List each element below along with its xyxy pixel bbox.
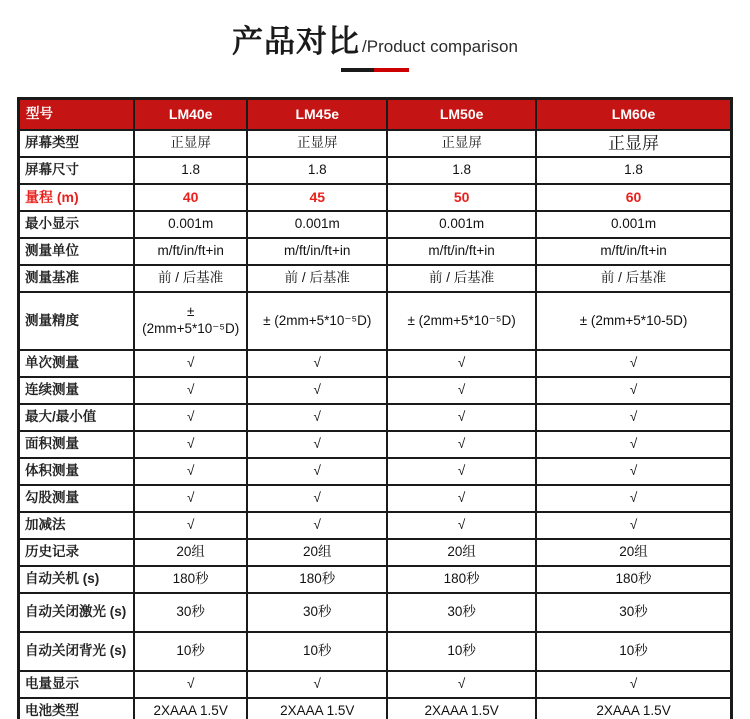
header-cell-lm60e: LM60e: [536, 99, 731, 131]
row-label: 屏幕类型: [19, 130, 135, 157]
underline-black-segment: [341, 68, 374, 72]
value-cell: 0.001m: [387, 211, 536, 238]
value-cell: √: [247, 512, 387, 539]
comparison-table: [17, 97, 733, 719]
value-cell: 30秒: [536, 593, 731, 632]
value-cell: √: [536, 512, 731, 539]
table-row: [19, 539, 732, 566]
header-cell-lm50e: LM50e: [387, 99, 536, 131]
page-header: [0, 0, 750, 72]
row-label: 最大/最小值: [19, 404, 135, 431]
table-row: [19, 698, 732, 719]
table-row: [19, 566, 732, 593]
row-label: 单次测量: [19, 350, 135, 377]
table-row: [19, 431, 732, 458]
value-cell: 45: [247, 184, 387, 211]
value-cell: 2XAAA 1.5V: [134, 698, 247, 719]
value-cell: √: [387, 485, 536, 512]
row-label: 测量单位: [19, 238, 135, 265]
value-cell: ± (2mm+5*10⁻⁵D): [387, 292, 536, 350]
title-underline: [341, 68, 409, 72]
table-row: [19, 404, 732, 431]
value-cell: √: [387, 512, 536, 539]
header-cell-lm40e: LM40e: [134, 99, 247, 131]
row-label: 自动关闭背光 (s): [19, 632, 135, 671]
value-cell: √: [134, 350, 247, 377]
table-header-row: [19, 99, 732, 131]
value-cell: 1.8: [387, 157, 536, 184]
value-cell: √: [247, 350, 387, 377]
table-row: [19, 238, 732, 265]
table-row: [19, 265, 732, 292]
value-cell: √: [247, 671, 387, 698]
value-cell: 20组: [387, 539, 536, 566]
row-label: 历史记录: [19, 539, 135, 566]
value-cell: 1.8: [134, 157, 247, 184]
value-cell: 20组: [247, 539, 387, 566]
value-cell: 10秒: [134, 632, 247, 671]
row-label: 连续测量: [19, 377, 135, 404]
value-cell: √: [387, 404, 536, 431]
value-cell: 前 / 后基准: [387, 265, 536, 292]
comparison-table-area: [17, 97, 733, 719]
value-cell: 20组: [134, 539, 247, 566]
value-cell: 180秒: [536, 566, 731, 593]
value-cell: 2XAAA 1.5V: [247, 698, 387, 719]
value-cell: 10秒: [536, 632, 731, 671]
value-cell: √: [134, 512, 247, 539]
row-label: 电池类型: [19, 698, 135, 719]
table-row: [19, 512, 732, 539]
row-label: 测量基准: [19, 265, 135, 292]
value-cell: 前 / 后基准: [247, 265, 387, 292]
value-cell: √: [387, 350, 536, 377]
value-cell: √: [387, 431, 536, 458]
value-cell: ± (2mm+5*10⁻⁵D): [134, 292, 247, 350]
page-title: [232, 16, 518, 61]
value-cell: √: [134, 485, 247, 512]
page-title-en: /Product comparison: [362, 37, 518, 56]
value-cell: √: [134, 671, 247, 698]
table-header: [19, 99, 732, 131]
value-cell: 30秒: [247, 593, 387, 632]
value-cell: √: [536, 485, 731, 512]
value-cell: 10秒: [247, 632, 387, 671]
value-cell: 正显屏: [134, 130, 247, 157]
value-cell: 50: [387, 184, 536, 211]
value-cell: √: [247, 458, 387, 485]
value-cell: 10秒: [387, 632, 536, 671]
value-cell: m/ft/in/ft+in: [387, 238, 536, 265]
value-cell: m/ft/in/ft+in: [134, 238, 247, 265]
value-cell: √: [536, 404, 731, 431]
value-cell: √: [247, 431, 387, 458]
header-cell-model: 型号: [19, 99, 135, 131]
value-cell: √: [134, 458, 247, 485]
value-cell: √: [536, 350, 731, 377]
value-cell: 0.001m: [247, 211, 387, 238]
value-cell: 前 / 后基准: [536, 265, 731, 292]
row-label: 量程 (m): [19, 184, 135, 211]
table-body: [19, 130, 732, 719]
row-label: 加减法: [19, 512, 135, 539]
value-cell: √: [536, 458, 731, 485]
row-label: 自动关闭激光 (s): [19, 593, 135, 632]
row-label: 勾股测量: [19, 485, 135, 512]
value-cell: √: [134, 431, 247, 458]
row-label: 面积测量: [19, 431, 135, 458]
value-cell: 30秒: [134, 593, 247, 632]
value-cell: 1.8: [247, 157, 387, 184]
value-cell: √: [536, 377, 731, 404]
table-row: [19, 593, 732, 632]
value-cell: 0.001m: [536, 211, 731, 238]
value-cell: √: [247, 404, 387, 431]
page-title-zh: 产品对比: [232, 24, 361, 59]
table-row: [19, 184, 732, 211]
row-label: 体积测量: [19, 458, 135, 485]
value-cell: 2XAAA 1.5V: [387, 698, 536, 719]
value-cell: √: [134, 377, 247, 404]
value-cell: 20组: [536, 539, 731, 566]
row-label: 屏幕尺寸: [19, 157, 135, 184]
table-row: [19, 130, 732, 157]
value-cell: m/ft/in/ft+in: [247, 238, 387, 265]
table-row: [19, 377, 732, 404]
value-cell: 180秒: [134, 566, 247, 593]
table-row: [19, 292, 732, 350]
value-cell: 40: [134, 184, 247, 211]
value-cell: ± (2mm+5*10⁻⁵D): [247, 292, 387, 350]
value-cell: m/ft/in/ft+in: [536, 238, 731, 265]
value-cell: √: [387, 377, 536, 404]
value-cell: 正显屏: [247, 130, 387, 157]
value-cell: √: [247, 485, 387, 512]
table-row: [19, 485, 732, 512]
value-cell: √: [247, 377, 387, 404]
row-label: 自动关机 (s): [19, 566, 135, 593]
value-cell: 0.001m: [134, 211, 247, 238]
table-row: [19, 350, 732, 377]
value-cell: √: [134, 404, 247, 431]
value-cell: √: [387, 458, 536, 485]
underline-red-segment: [374, 68, 409, 72]
value-cell: √: [387, 671, 536, 698]
value-cell: 30秒: [387, 593, 536, 632]
row-label: 电量显示: [19, 671, 135, 698]
value-cell: 1.8: [536, 157, 731, 184]
table-row: [19, 632, 732, 671]
value-cell: √: [536, 431, 731, 458]
row-label: 最小显示: [19, 211, 135, 238]
value-cell: 前 / 后基准: [134, 265, 247, 292]
table-row: [19, 157, 732, 184]
header-cell-lm45e: LM45e: [247, 99, 387, 131]
table-row: [19, 671, 732, 698]
table-row: [19, 458, 732, 485]
value-cell: 2XAAA 1.5V: [536, 698, 731, 719]
row-label: 测量精度: [19, 292, 135, 350]
value-cell: √: [536, 671, 731, 698]
value-cell: 180秒: [247, 566, 387, 593]
value-cell: 180秒: [387, 566, 536, 593]
table-row: [19, 211, 732, 238]
value-cell: ± (2mm+5*10-5D): [536, 292, 731, 350]
value-cell: 60: [536, 184, 731, 211]
value-cell: 正显屏: [536, 130, 731, 157]
value-cell: 正显屏: [387, 130, 536, 157]
